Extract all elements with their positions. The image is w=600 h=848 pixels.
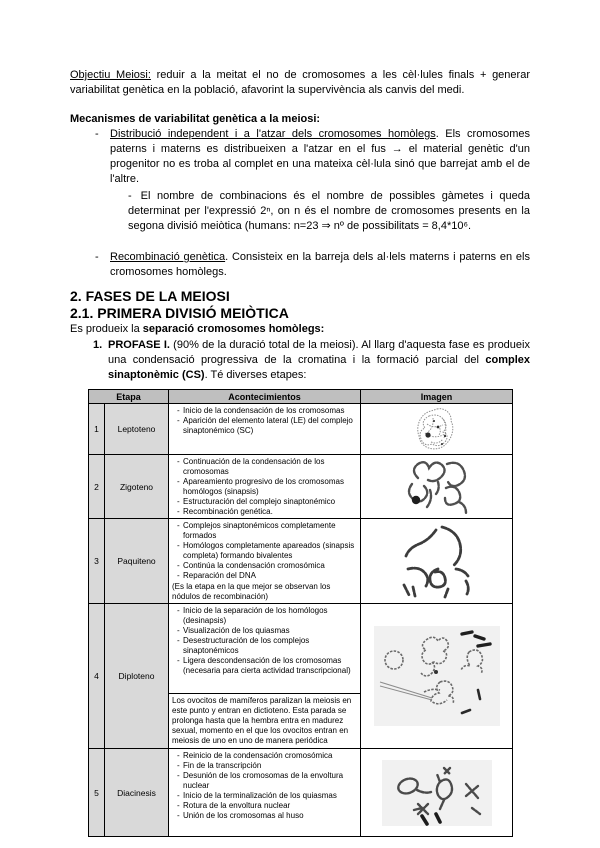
dash-marker: -	[177, 406, 180, 415]
profase-body-1: (90% de la duració total de la meiosi). Al llarg d'aquesta fase es produeix una condensació progressiva de la cromatina i la formació parcial del	[108, 339, 530, 366]
stage-note: (Es la etapa en la que mejor se observan los nódulos de recombinación)	[172, 582, 331, 601]
bullet-recombinacio	[70, 250, 530, 280]
dash-marker: -	[95, 128, 99, 140]
dash-marker: -	[177, 626, 180, 635]
event-bullet-text: Reinicio de la condensación cromosómica	[183, 751, 333, 760]
event-bullet-text: Apareamiento progresivo de los cromosomas homólogos (sinapsis)	[183, 477, 344, 496]
intro-line	[70, 322, 530, 337]
intro-prefix: Es produeix la	[70, 323, 143, 335]
event-bullet-text: Rotura de la envoltura nuclear	[183, 801, 291, 810]
col-header-imagen: Imagen	[361, 390, 513, 404]
event-bullet	[172, 626, 357, 636]
bullet-recombinacio-text	[110, 250, 530, 280]
event-bullet	[172, 541, 357, 561]
stage-image-cell	[361, 519, 513, 604]
subbullet-combinacions	[70, 189, 530, 234]
objectiu-paragraph	[70, 68, 530, 98]
dash-marker: -	[177, 416, 180, 425]
dash-marker: -	[177, 606, 180, 615]
event-bullet	[172, 771, 357, 791]
event-bullet	[172, 561, 357, 571]
dash-marker: -	[177, 541, 180, 550]
event-bullet-text: Continuación de la condensación de los cromosomas	[183, 457, 325, 476]
stage-image-cell	[361, 455, 513, 519]
stage-events	[169, 455, 361, 519]
dash-marker: -	[177, 811, 180, 820]
dash-marker: -	[177, 761, 180, 770]
table-row	[89, 519, 513, 604]
stage-image-cell	[361, 604, 513, 749]
event-bullet	[172, 406, 357, 416]
stage-image-cell	[361, 749, 513, 837]
stage-note2: Los ovocitos de mamíferos paralizan la meiosis en este punto y entran en dictioteno. Esta parada se prolonga hasta que la hembra entra en madurez sexual, momento en el que los ovocitos entran en meiosis de uno en uno de manera periódica	[169, 694, 361, 749]
event-bullet	[172, 636, 357, 656]
stage-name: Paquiteno	[105, 519, 169, 604]
dash-marker: -	[177, 801, 180, 810]
profase-cs-bold: complex sinaptonèmic (CS)	[108, 354, 530, 381]
event-bullet-text: Complejos sinaptonémicos completamente formados	[183, 521, 336, 540]
stage-events	[169, 604, 361, 694]
event-bullet-text: Estructuración del complejo sinaptonémico	[183, 497, 336, 506]
dash-marker: -	[177, 751, 180, 760]
objectiu-text: reduir a la meitat el no de cromosomes a les cèl·lules finals + generar variabilitat genètica en la població, afavorint la supervivència als canvis del medi.	[70, 69, 530, 96]
leptoteno-micrograph	[363, 406, 510, 452]
event-bullet-text: Recombinación genética.	[183, 507, 273, 516]
stage-number: 1	[89, 404, 105, 455]
dash-marker: -	[177, 771, 180, 780]
mecanismes-heading: Mecanismes de variabilitat genètica a la meiosi:	[70, 113, 321, 125]
diploteno-micrograph	[363, 626, 510, 726]
dash-marker: -	[95, 251, 99, 263]
event-bullet-text: Desestructuración de los complejos sinaptonémicos	[183, 636, 310, 655]
stage-name: Zigoteno	[105, 455, 169, 519]
profase-number: 1.	[93, 339, 103, 351]
event-bullet-text: Aparición del elemento lateral (LE) del complejo sinaptonémico (SC)	[183, 416, 353, 435]
zigoteno-micrograph	[363, 458, 510, 516]
stage-number: 3	[89, 519, 105, 604]
profase-text	[108, 338, 530, 383]
event-bullet-text: Visualización de los quiasmas	[183, 626, 290, 635]
dash-marker: -	[177, 791, 180, 800]
event-bullet	[172, 801, 357, 811]
objectiu-label: Objectiu Meiosi:	[70, 69, 151, 81]
event-bullet-text: Inicio de la condensación de los cromosomas	[183, 406, 345, 415]
stage-number: 5	[89, 749, 105, 837]
bullet-distribucio-rest: . Els cromosomes paterns i materns es distribueixen a l'atzar en el fus → el material genètic d'un progenitor no es troba al complet en una mateixa cèl·lula sinó que barrejat amb el de l'altre.	[110, 128, 530, 185]
stage-name: Diploteno	[105, 604, 169, 749]
table-row	[89, 604, 513, 694]
stage-name: Diacinesis	[105, 749, 169, 837]
profase-body-2: . Té diverses etapes:	[204, 369, 307, 381]
event-bullet-text: Desunión de los cromosomas de la envoltura nuclear	[183, 771, 344, 790]
dash-marker: -	[177, 477, 180, 486]
event-bullet-text: Continúa la condensación cromosómica	[183, 561, 325, 570]
event-bullet-text: Homólogos completamente apareados (sinapsis completa) formando bivalentes	[183, 541, 355, 560]
dash-marker: -	[128, 190, 132, 202]
event-bullet	[172, 656, 357, 676]
dash-marker: -	[177, 507, 180, 516]
dash-marker: -	[177, 571, 180, 580]
subbullet-combinacions-text: El nombre de combinacions és el nombre de possibles gàmetes i queda determinat per l'expressió 2ⁿ, on n és el nombre de cromosomes presents en la segona divisió meiòtica (humans: n=23 ⇒ nº de possibilitats = 8,4*10⁶.	[128, 190, 530, 232]
event-bullet	[172, 751, 357, 761]
event-bullet-text: Fin de la transcripción	[183, 761, 262, 770]
dash-marker: -	[177, 497, 180, 506]
event-bullet	[172, 416, 357, 436]
dash-marker: -	[177, 561, 180, 570]
stage-events	[169, 749, 361, 837]
intro-bold: separació cromosomes homòlegs:	[142, 323, 325, 335]
event-bullet	[172, 521, 357, 541]
event-bullet	[172, 606, 357, 626]
profase-item	[70, 338, 530, 383]
profase-title: PROFASE I.	[108, 339, 170, 351]
event-bullet	[172, 457, 357, 477]
bullet-distribucio	[70, 127, 530, 187]
event-bullet	[172, 791, 357, 801]
event-bullet	[172, 761, 357, 771]
table-row	[89, 749, 513, 837]
heading-primera-divisio: 2.1. PRIMERA DIVISIÓ MEIÒTICA	[70, 305, 289, 321]
event-bullet	[172, 811, 357, 821]
dash-marker: -	[177, 457, 180, 466]
event-bullet-text: Inicio de la separación de los homólogos (desinapsis)	[183, 606, 328, 625]
etapas-table	[88, 389, 513, 837]
event-bullet	[172, 507, 357, 517]
stage-events	[169, 519, 361, 604]
event-bullet-text: Reparación del DNA	[183, 571, 256, 580]
bullet-recombinacio-rest: . Consisteix en la barreja dels al·lels materns i paterns en els cromosomes homòlegs.	[110, 251, 530, 278]
bullet-recombinacio-underline: Recombinació genètica	[110, 251, 226, 263]
stage-events	[169, 404, 361, 455]
heading-fases: 2. FASES DE LA MEIOSI	[70, 288, 230, 304]
stage-number: 2	[89, 455, 105, 519]
stage-name: Leptoteno	[105, 404, 169, 455]
event-bullet-text: Unión de los cromosomas al huso	[183, 811, 304, 820]
table-header-row	[89, 390, 513, 404]
event-bullet	[172, 497, 357, 507]
dash-marker: -	[177, 521, 180, 530]
bullet-distribucio-text	[110, 127, 530, 187]
col-header-acontecimientos: Acontecimientos	[169, 390, 361, 404]
bullet-distribucio-underline: Distribució independent i a l'atzar dels cromosomes homòlegs	[110, 128, 436, 140]
col-header-etapa: Etapa	[89, 390, 169, 404]
table-row	[89, 404, 513, 455]
diacinesis-micrograph	[363, 760, 510, 826]
paquiteno-micrograph	[363, 523, 510, 599]
event-bullet	[172, 571, 357, 581]
event-bullet-text: Ligera descondensación de los cromosomas (necesaria para cierta actividad transcripcional)	[183, 656, 351, 675]
stage-number: 4	[89, 604, 105, 749]
dash-marker: -	[177, 656, 180, 665]
event-bullet-text: Inicio de la terminalización de los quiasmas	[183, 791, 337, 800]
stage-image-cell	[361, 404, 513, 455]
table-row	[89, 455, 513, 519]
dash-marker: -	[177, 636, 180, 645]
event-bullet	[172, 477, 357, 497]
